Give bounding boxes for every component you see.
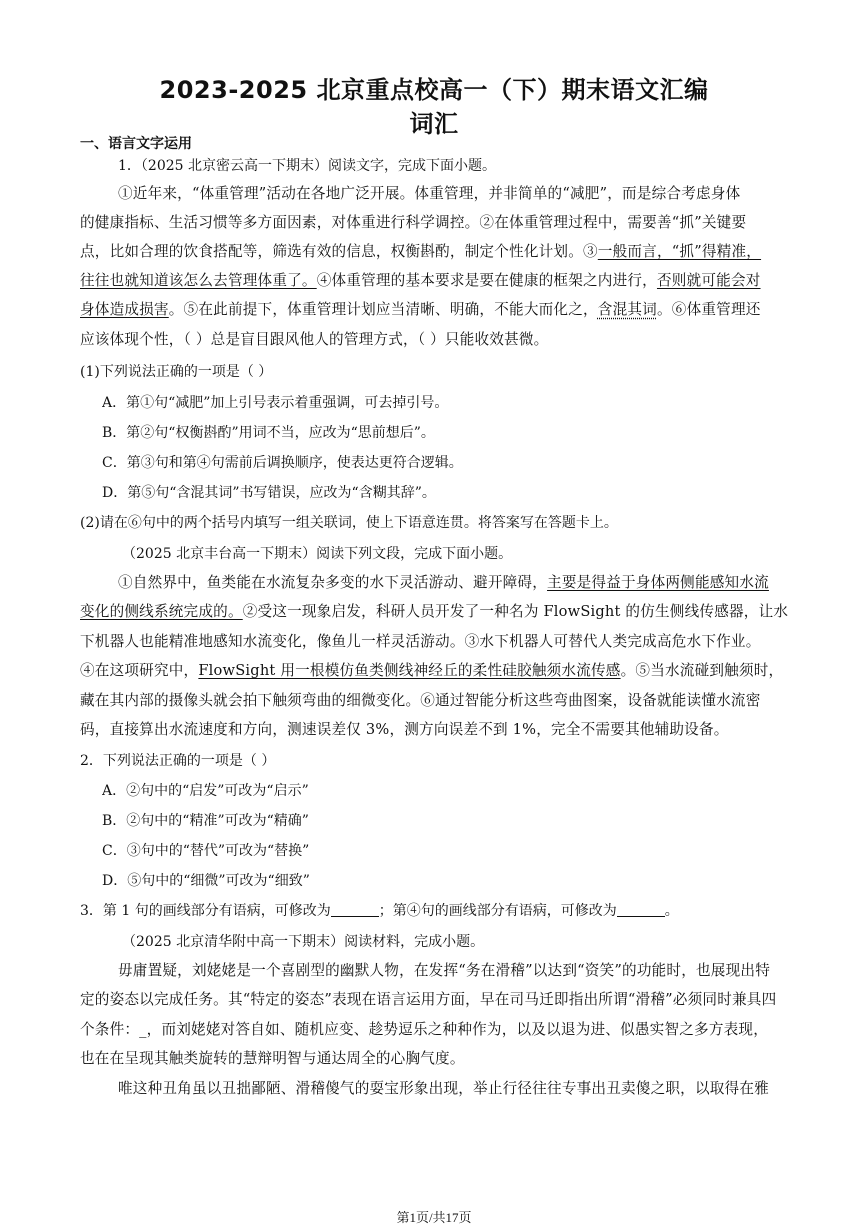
question-3 <box>80 901 792 921</box>
passage-1-line: 的健康指标、生活习惯等多方面因素，对体重进行科学调控。②在体重管理过程中，需要善“抓”关键要 <box>80 214 747 231</box>
text-segment: ④在这项研究中， <box>80 662 199 679</box>
option-b: B．②句中的“精准”可改为“精确” <box>102 813 309 829</box>
text-segment: 。⑥体重管理还 <box>656 301 761 318</box>
text-segment: 。⑤在此前提下，体重管理计划应当清晰、明确，不能大而化之， <box>168 301 598 318</box>
passage-2-line: 下机器人也能精准地感知水流变化，像鱼儿一样灵活游动。③水下机器人可替代人类完成高危水下作业。 <box>80 633 761 650</box>
option-b: B．第②句“权衡斟酌”用词不当，应改为“思前想后”。 <box>102 425 435 441</box>
passage-2-line: 码，直接算出水流速度和方向，测速误差仅 3%，测方向误差不到 1%，完全不需要其他辅助设备。 <box>80 721 729 738</box>
passage-1-line: ①近年来，“体重管理”活动在各地广泛开展。体重管理，并非简单的“减肥”，而是综合考虑身体 <box>118 185 741 202</box>
option-c: C．③句中的“替代”可改为“替换” <box>102 843 310 859</box>
page-title: 2023-2025 北京重点校高一（下）期末语文汇编 <box>159 76 709 104</box>
question-1-intro: 1．（2025 北京密云高一下期末）阅读文字，完成下面小题。 <box>118 158 496 174</box>
text-segment: ①自然界中，鱼类能在水流复杂多变的水下灵活游动、避开障碍， <box>118 574 548 591</box>
passage-3-line: 定的姿态以完成任务。其“特定的姿态”表现在语言运用方面，早在司马迁即指出所谓“滑稽”必须同时兼具四 <box>80 991 777 1008</box>
underlined-sentence: 往往也就知道该怎么去管理体重了。 <box>80 272 317 289</box>
option-a: A．②句中的“启发”可改为“启示” <box>102 783 309 799</box>
passage-1-line <box>80 300 792 320</box>
section-heading: 一、语言文字运用 <box>80 136 192 152</box>
dotted-word: 含混其词 <box>597 301 657 318</box>
page-footer: 第1页/共17页 <box>396 1210 472 1225</box>
underlined-sentence: 否则就可能会对 <box>656 272 761 289</box>
passage-3-line: 唯这种丑角虽以丑拙鄙陋、滑稽傻气的耍宝形象出现，举止行径往往专事出丑卖傻之职，以取得在雅 <box>118 1080 769 1097</box>
answer-blank[interactable] <box>617 902 665 917</box>
text-segment: 。⑤当水流碰到触须时， <box>620 662 784 679</box>
sub-question-2: (2)请在⑥句中的两个括号内填写一组关联词，使上下语意连贯。将答案写在答题卡上。 <box>80 515 618 531</box>
underlined-sentence: 变化的侧线系统完成的。 <box>80 603 243 620</box>
option-a: A．第①句“减肥”加上引号表示着重强调，可去掉引号。 <box>102 395 449 411</box>
passage-2-line <box>80 661 792 681</box>
passage-3-line: 个条件：_，而刘姥姥对答自如、随机应变、趁势逗乐之种种作为，以及以退为进、似愚实智之多方表现， <box>80 1021 769 1038</box>
option-c: C．第③句和第④句需前后调换顺序，使表达更符合逻辑。 <box>102 455 463 471</box>
question-2: 2．下列说法正确的一项是（ ） <box>80 753 276 769</box>
option-d: D．第⑤句“含混其词”书写错误，应改为“含糊其辞”。 <box>102 485 436 501</box>
page-subtitle: 词汇 <box>409 110 459 138</box>
passage-3-line: 也在在呈现其触类旋转的慧辩明智与通达周全的心胸气度。 <box>80 1050 465 1067</box>
passage-2-line <box>118 573 792 593</box>
passage-3-intro: （2025 北京清华附中高一下期末）阅读材料，完成小题。 <box>122 934 485 950</box>
underlined-sentence: 一般而言，“抓”得精准， <box>597 243 762 260</box>
passage-1-line <box>80 242 792 262</box>
text-segment: 3．第 1 句的画线部分有语病，可修改为 <box>80 903 331 919</box>
passage-1-line: 应该体现个性，（ ）总是盲目跟风他人的管理方式，（ ）只能收效甚微。 <box>80 331 549 348</box>
option-d: D．⑤句中的“细微”可改为“细致” <box>102 873 310 889</box>
underlined-sentence: 主要是得益于身体两侧能感知水流 <box>547 574 769 591</box>
answer-blank[interactable] <box>331 902 379 917</box>
passage-2-intro: （2025 北京丰台高一下期末）阅读下列文段，完成下面小题。 <box>122 546 513 562</box>
passage-1-line <box>80 271 792 291</box>
text-segment: ④体重管理的基本要求是要在健康的框架之内进行， <box>316 272 657 289</box>
text-segment: ②受这一现象启发，科研人员开发了一种名为 FlowSight 的仿生侧线传感器，让水 <box>242 603 789 620</box>
passage-2-line: 藏在其内部的摄像头就会拍下触须弯曲的细微变化。⑥通过智能分析这些弯曲图案，设备就能读懂水流密 <box>80 692 761 709</box>
text-segment: 。 <box>664 903 679 919</box>
passage-3-line: 毋庸置疑，刘姥姥是一个喜剧型的幽默人物，在发挥“务在滑稽”以达到“资笑”的功能时，也展现出特 <box>118 962 770 979</box>
underlined-sentence: FlowSight 用一根模仿鱼类侧线神经丘的柔性硅胶触须水流传感 <box>198 662 621 679</box>
sub-question-1: (1)下列说法正确的一项是（ ） <box>80 364 273 380</box>
text-segment: ；第④句的画线部分有语病，可修改为 <box>378 903 617 919</box>
text-segment: 点，比如合理的饮食搭配等，筛选有效的信息，权衡斟酌，制定个性化计划。③ <box>80 243 598 260</box>
passage-2-line <box>80 602 792 622</box>
underlined-sentence: 身体造成损害 <box>80 301 169 318</box>
